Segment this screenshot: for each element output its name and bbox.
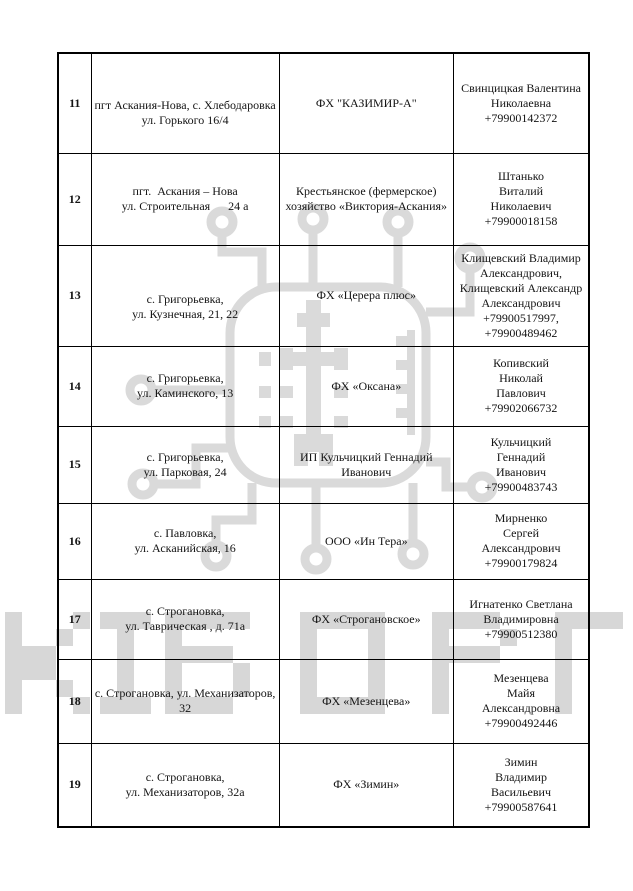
address-cell-line: ул. Строительная 24 а <box>121 199 249 213</box>
organization-cell-line: ФХ «Строгановское» <box>311 611 421 626</box>
organization-cell-line: ФХ «Зимин» <box>333 777 400 792</box>
contact-cell-line: Александрович <box>481 541 561 555</box>
address-cell <box>91 153 279 245</box>
row-number <box>58 743 91 827</box>
contact-cell-line: +79900489462 <box>484 325 558 340</box>
row-number-line: 19 <box>68 777 81 792</box>
address-cell-line: с. Строгановка, <box>145 604 225 618</box>
organization-cell <box>279 579 453 659</box>
organization-cell-line: Крестьянское (фермерское) <box>296 184 437 198</box>
contact-cell-line: Геннадий <box>496 449 546 464</box>
contact-cell <box>453 53 589 153</box>
row-number-line: 11 <box>69 95 81 110</box>
row-number-line: 18 <box>68 693 81 708</box>
row-number-line: 14 <box>68 378 81 393</box>
table-row <box>58 426 589 503</box>
address-cell-line: ул. Асканийская, 16 <box>134 541 236 555</box>
contact-cell-line: +79900483743 <box>484 479 558 494</box>
contact-cell-line: Сергей <box>503 526 540 540</box>
contact-cell-line: Владимировна <box>483 611 559 626</box>
address-cell <box>91 426 279 503</box>
contact-cell-line: Иванович <box>495 464 547 479</box>
row-number-line: 12 <box>68 191 81 206</box>
organization-cell <box>279 346 453 426</box>
row-number <box>58 153 91 245</box>
row-number <box>58 245 91 346</box>
contact-cell-line: Майя <box>507 686 535 700</box>
address-cell <box>91 743 279 827</box>
address-cell-line: с. Строгановка, <box>145 769 225 784</box>
organization-cell <box>279 659 453 743</box>
organization-cell <box>279 503 453 579</box>
row-number <box>58 346 91 426</box>
contact-cell-line: Зимин <box>504 754 538 769</box>
registry-table-body <box>58 53 589 827</box>
organization-cell <box>279 426 453 503</box>
contact-cell-line: +79900018158 <box>484 214 558 228</box>
table-row <box>58 659 589 743</box>
contact-cell-line: +79900512380 <box>484 626 558 641</box>
organization-cell-line: ООО «Ин Тера» <box>324 533 408 548</box>
organization-cell-line: ФХ "КАЗИМИР-А" <box>315 95 417 110</box>
organization-cell-line: ФХ «Мезенцева» <box>322 693 411 708</box>
contact-cell <box>453 245 589 346</box>
address-cell <box>91 346 279 426</box>
contact-cell-line: +79900492446 <box>484 716 558 730</box>
contact-cell-line: Александровна <box>481 701 561 715</box>
row-number <box>58 53 91 153</box>
address-cell-line: 32 <box>179 701 192 715</box>
organization-cell <box>279 153 453 245</box>
contact-cell-line: Николай <box>499 371 543 385</box>
contact-cell-line: +79900517997, <box>483 310 559 325</box>
contact-cell-line: Копивский <box>493 356 549 370</box>
contact-cell <box>453 579 589 659</box>
contact-cell-line: Николаевна +79900142372 <box>484 95 558 125</box>
address-cell-line: ул. Кузнечная, 21, 22 <box>132 306 239 321</box>
contact-cell <box>453 346 589 426</box>
contact-cell-line: Кульчицкий <box>490 434 552 449</box>
organization-cell-line: ФХ «Церера плюс» <box>316 288 417 302</box>
address-cell-line: с. Григорьевка, <box>146 371 224 385</box>
table-row <box>58 53 589 153</box>
contact-cell-line: Мезенцева <box>493 671 549 685</box>
row-number <box>58 659 91 743</box>
table-row <box>58 245 589 346</box>
contact-cell-line: Виталий <box>498 184 544 198</box>
contact-cell-line: Игнатенко Светлана <box>469 596 573 611</box>
contact-cell-line: Клищевский Александр <box>459 280 583 295</box>
organization-cell <box>279 743 453 827</box>
contact-cell-line: Павлович <box>496 386 546 400</box>
organization-cell <box>279 245 453 346</box>
contact-cell <box>453 659 589 743</box>
contact-cell-line: Васильевич <box>491 784 552 799</box>
row-number <box>58 503 91 579</box>
table-row <box>58 579 589 659</box>
contact-cell <box>453 503 589 579</box>
contact-cell-line: Клищевский Владимир <box>461 250 581 265</box>
contact-cell-line: +79902066732 <box>484 401 558 415</box>
address-cell-line: с. Григорьевка, <box>146 291 224 306</box>
address-cell-line: ул. Механизаторов, 32а <box>125 784 245 799</box>
address-cell-line: пгт Аскания-Нова, с. Хлебодаровка <box>94 98 276 113</box>
table-row <box>58 153 589 245</box>
address-cell-line: ул. Горького 16/4 <box>141 113 229 128</box>
address-cell <box>91 245 279 346</box>
contact-cell <box>453 426 589 503</box>
organization-cell-line: хозяйство «Виктория-Аскания» <box>285 199 448 213</box>
address-cell-line: пгт. Аскания – Нова <box>132 184 238 198</box>
row-number-line: 13 <box>68 288 81 302</box>
row-number <box>58 426 91 503</box>
contact-cell-line: Владимир <box>495 769 547 784</box>
contact-cell-line: Штанько <box>498 169 544 183</box>
table-row <box>58 346 589 426</box>
contact-cell-line: Мирненко <box>494 511 548 525</box>
contact-cell-line: Александрович, <box>480 265 562 280</box>
contact-cell-line: +79900179824 <box>484 556 558 570</box>
organization-cell <box>279 53 453 153</box>
organization-cell-line: ИП Кульчицкий Геннадий Иванович <box>300 449 433 479</box>
row-number-line: 15 <box>68 457 81 471</box>
row-number-line: 17 <box>68 611 81 626</box>
address-cell <box>91 503 279 579</box>
contact-cell-line: Александрович <box>481 295 561 310</box>
address-cell <box>91 659 279 743</box>
organization-cell-line: ФХ «Оксана» <box>331 378 402 393</box>
address-cell-line: ул. Парковая, 24 <box>143 464 227 479</box>
contact-cell <box>453 153 589 245</box>
contact-cell-line: +79900587641 <box>484 799 558 814</box>
registry-table <box>57 52 590 828</box>
address-cell-line: с. Григорьевка, <box>146 449 224 464</box>
address-cell-line: с. Павловка, <box>153 526 217 540</box>
contact-cell <box>453 743 589 827</box>
table-row <box>58 743 589 827</box>
address-cell-line: ул. Таврическая , д. 71а <box>125 619 246 633</box>
contact-cell-line: Николаевич <box>490 199 552 213</box>
address-cell <box>91 579 279 659</box>
address-cell-line: с. Строгановка, ул. Механизаторов, <box>94 686 276 700</box>
table-row <box>58 503 589 579</box>
contact-cell-line: Свинцицкая Валентина <box>461 80 581 95</box>
row-number-line: 16 <box>68 533 81 548</box>
address-cell <box>91 53 279 153</box>
address-cell-line: ул. Каминского, 13 <box>137 386 234 400</box>
row-number <box>58 579 91 659</box>
